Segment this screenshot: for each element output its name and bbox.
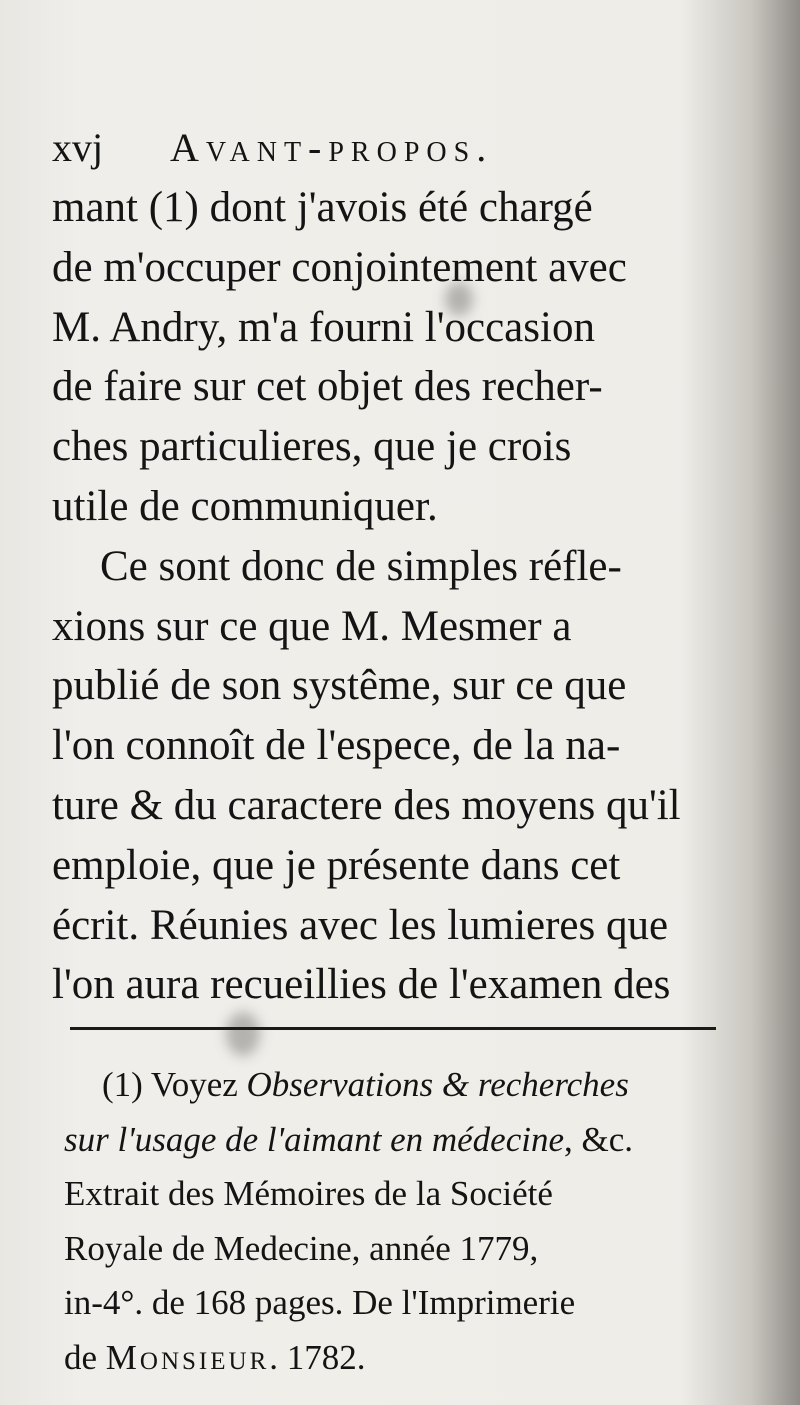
text-line: Ce sont donc de simples réfle- — [100, 542, 622, 590]
footnote-line — [64, 1113, 720, 1168]
footnote-line: in-4°. de 168 pages. De l'Imprimerie — [64, 1283, 576, 1322]
footnote-rule — [70, 1027, 716, 1030]
text-line: l'on aura recueillies de l'examen des — [52, 961, 671, 1009]
footnote-line: Royale de Medecine, année 1779, — [64, 1228, 539, 1268]
footnote-line: Extrait des Mémoires de la Société — [64, 1174, 553, 1213]
text-line: de faire sur cet objet des recher- — [52, 363, 603, 411]
footnote-text: , &c. — [564, 1119, 634, 1159]
text-line: l'on connoît de l'espece, de la na- — [52, 722, 621, 770]
text-line: ches particulieres, que je crois — [52, 423, 572, 471]
ink-smudge — [226, 1012, 260, 1056]
text-line: xions sur ce que M. Mesmer a — [52, 602, 572, 650]
footnote-line — [64, 1058, 720, 1113]
text-line: emploie, que je présente dans cet — [52, 841, 621, 889]
text-line: de m'occuper conjointement avec — [52, 243, 627, 291]
body-text — [52, 178, 714, 1015]
printer-name: Monsieur — [105, 1337, 270, 1377]
text-line: mant (1) dont j'avois été chargé — [52, 184, 593, 231]
text-line: ture & du caractere des moyens qu'il — [52, 781, 681, 829]
running-title: Avant-propos. — [170, 125, 494, 170]
footnote-text: de — [64, 1337, 106, 1377]
footnote-text: . 1782. — [269, 1337, 366, 1377]
footnote — [64, 1058, 720, 1385]
page-header — [52, 118, 712, 178]
footnote-title-italic: sur l'usage de l'aimant en médecine — [64, 1119, 564, 1159]
page-number: xvj — [52, 125, 104, 170]
text-line: utile de communiquer. — [52, 482, 438, 530]
text-line: M. Andry, m'a fourni l'occasion — [52, 303, 595, 351]
footnote-title-italic: Observations & recherches — [246, 1065, 629, 1104]
footnote-marker-text: (1) Voyez — [102, 1065, 247, 1104]
text-line: écrit. Réunies avec les lumieres que — [52, 901, 669, 949]
footnote-line — [64, 1331, 720, 1386]
text-line: publié de son systême, sur ce que — [52, 662, 627, 710]
